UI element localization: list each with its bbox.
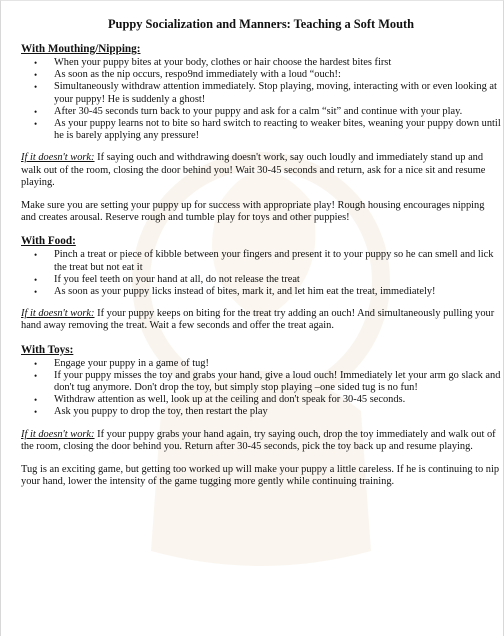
list-item: • If you feel teeth on your hand at all, do not release the treat: [54, 274, 501, 286]
section-heading-food: With Food:: [21, 235, 76, 248]
document-content: [21, 17, 501, 499]
if-not-label: If it doesn't work:: [21, 152, 95, 164]
list-item: • Simultaneously withdraw attention immediately. Stop playing, moving, interacting with or even looking at your puppy! He is suddenly a ghost!: [54, 81, 501, 105]
list-item: • Engage your puppy in a game of tug!: [54, 358, 501, 370]
list-item: • Ask you puppy to drop the toy, then restart the play: [54, 406, 501, 418]
list-item: • After 30-45 seconds turn back to your puppy and ask for a calm “sit” and continue with your play.: [54, 106, 501, 118]
page-title: Puppy Socialization and Manners: Teaching a Soft Mouth: [107, 17, 415, 31]
list-item: • As soon as your puppy licks instead of bites, mark it, and let him eat the treat, immediately!: [54, 286, 501, 298]
troubleshoot-text: If saying ouch and withdrawing doesn't work, say ouch loudly and immediately stand up and walk out of the room, closing the door behind you! Wait 30-45 seconds and return, ask for a nice sit and resume playing.: [21, 152, 486, 188]
troubleshoot-paragraph-food: [21, 308, 501, 332]
if-not-label: If it doesn't work:: [21, 308, 95, 320]
troubleshoot-text: If your puppy grabs your hand again, try saying ouch, drop the toy immediately and walk out of the room, closing the door behind you. Return after 30-45 seconds, pick the toy back up and resume playing.: [21, 428, 496, 452]
bullet-list-toys: [21, 358, 501, 419]
bullet-list-mouthing: [21, 57, 501, 142]
bullet-list-food: [21, 249, 501, 298]
troubleshoot-paragraph-toys: [21, 429, 501, 453]
list-item: • As your puppy learns not to bite so hard switch to reacting to weaker bites, weaning your puppy down until he is barely applying any pressure!: [54, 118, 501, 142]
list-item: • As soon as the nip occurs, respo9nd immediately with a loud “ouch!:: [54, 69, 501, 81]
list-item: • Withdraw attention as well, look up at the ceiling and don't speak for 30-45 seconds.: [54, 394, 501, 406]
list-item: • When your puppy bites at your body, clothes or hair choose the hardest bites first: [54, 57, 501, 69]
troubleshoot-text: If your puppy keeps on biting for the treat try adding an ouch! And simultaneously pulling your hand away removing the treat. Wait a few seconds and offer the treat again.: [21, 308, 495, 332]
section-heading-mouthing: With Mouthing/Nipping:: [21, 43, 141, 55]
section-heading-toys: With Toys:: [21, 343, 74, 356]
note-paragraph-mouthing: Make sure you are setting your puppy up for success with appropriate play! Rough housing encourages nipping and creates arousal. Reserve rough and tumble play for toys and other puppies!: [21, 200, 485, 224]
note-paragraph-toys: Tug is an exciting game, but getting too worked up will make your puppy a little careless. If he is continuing to nip your hand, lower the intensity of the game tugging more gently while continuing training.: [21, 464, 500, 488]
list-item: • Pinch a treat or piece of kibble between your fingers and present it to your puppy so he can smell and lick the treat but not eat it: [54, 249, 501, 273]
troubleshoot-paragraph-mouthing: [21, 152, 501, 189]
list-item: • If your puppy misses the toy and grabs your hand, give a loud ouch! Immediately let your arm go slack and don't tug anymore. Don't drop the toy, but simply stop playing –one sided tug is no fun!: [54, 370, 501, 394]
if-not-label: If it doesn't work:: [21, 428, 95, 440]
